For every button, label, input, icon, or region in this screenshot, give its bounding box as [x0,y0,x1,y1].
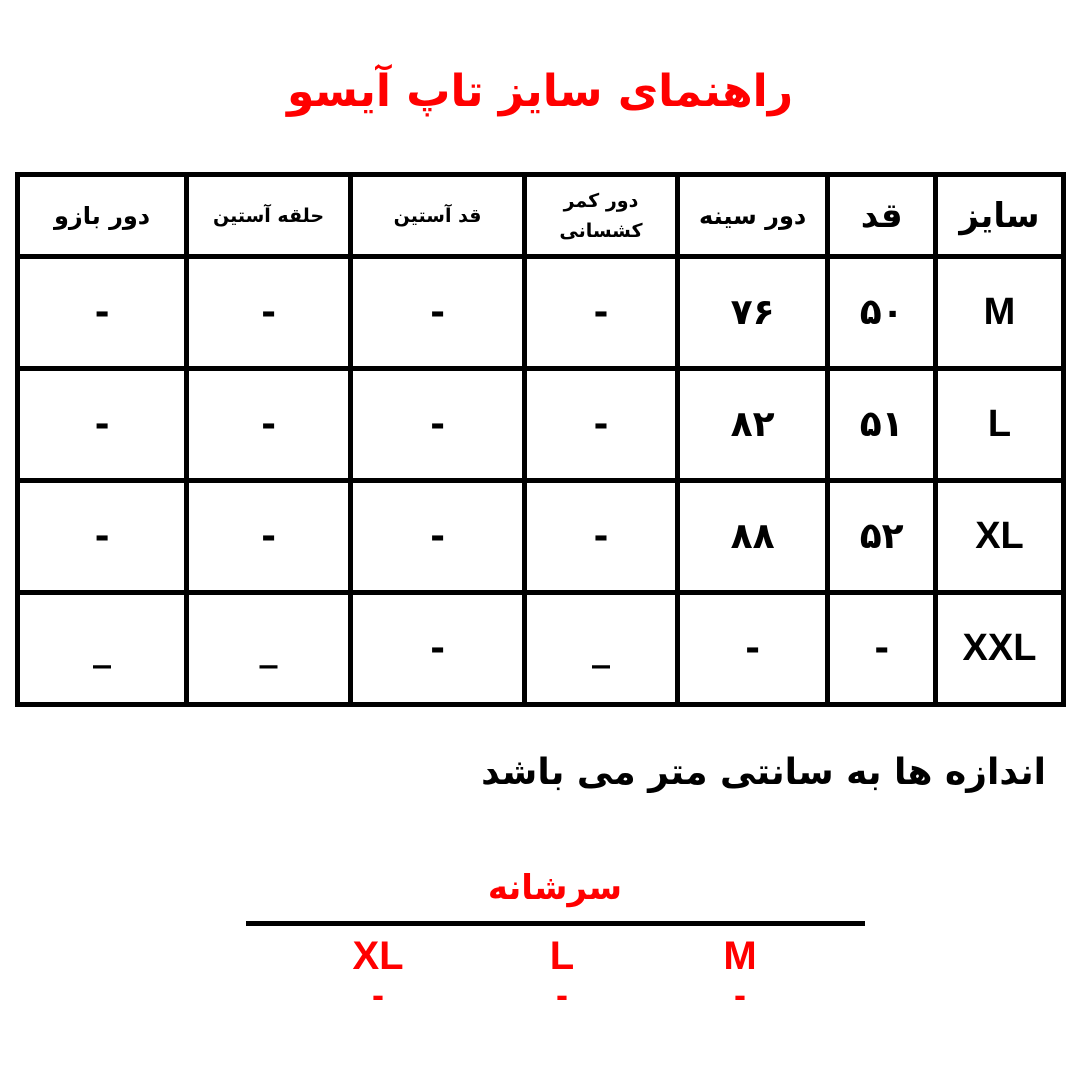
table-cell: ۵۲ [828,481,936,593]
table-cell: - [525,481,678,593]
table-cell: - [18,257,187,369]
shoulder-size-m [680,932,800,1015]
table-cell: XXL [935,593,1063,705]
table-cell: ۵۱ [828,369,936,481]
table-cell: _ [18,593,187,705]
header-waist [525,175,678,257]
table-cell: ۸۲ [677,369,828,481]
table-cell: - [525,369,678,481]
table-cell: ۸۸ [677,481,828,593]
table-cell: - [677,593,828,705]
table-cell: ۷۶ [677,257,828,369]
table-cell: L [935,369,1063,481]
shoulder-size-label: M [723,934,757,978]
table-cell: - [18,369,187,481]
table-cell: ۵۰ [828,257,936,369]
header-sleeve-length: قد آستین [351,175,525,257]
shoulder-size-label: L [549,934,575,978]
shoulder-size-value: - [556,974,568,1015]
table-cell: M [935,257,1063,369]
table-cell: - [187,369,351,481]
table-cell: - [351,593,525,705]
table-row [18,481,1064,593]
shoulder-size-l [502,932,622,1015]
table-header-row [18,175,1064,257]
page-title: راهنمای سایز تاپ آیسو [286,66,794,117]
shoulder-size-label: XL [352,934,404,978]
table-cell: XL [935,481,1063,593]
table-cell: - [351,257,525,369]
shoulder-divider [246,921,865,926]
shoulder-size-value: - [734,974,746,1015]
header-armhole: حلقه آستین [187,175,351,257]
header-chest: دور سینه [677,175,828,257]
shoulder-size-xl [318,932,438,1015]
table-cell: - [351,481,525,593]
header-size: سایز [935,175,1063,257]
table-row [18,593,1064,705]
table-cell: - [187,481,351,593]
header-height: قد [828,175,936,257]
table-cell: _ [525,593,678,705]
table-cell: - [525,257,678,369]
header-bicep: دور بازو [18,175,187,257]
table-cell: - [187,257,351,369]
shoulder-size-value: - [372,974,384,1015]
shoulder-title: سرشانه [487,868,623,908]
table-cell: - [351,369,525,481]
header-waist-label: دور کمر کشسانی [559,189,643,242]
table-row [18,257,1064,369]
table-cell: - [18,481,187,593]
table-row [18,369,1064,481]
units-note: اندازه ها به سانتی متر می باشد [481,752,1046,793]
table-cell: _ [187,593,351,705]
size-table [15,172,1066,707]
table-cell: - [828,593,936,705]
